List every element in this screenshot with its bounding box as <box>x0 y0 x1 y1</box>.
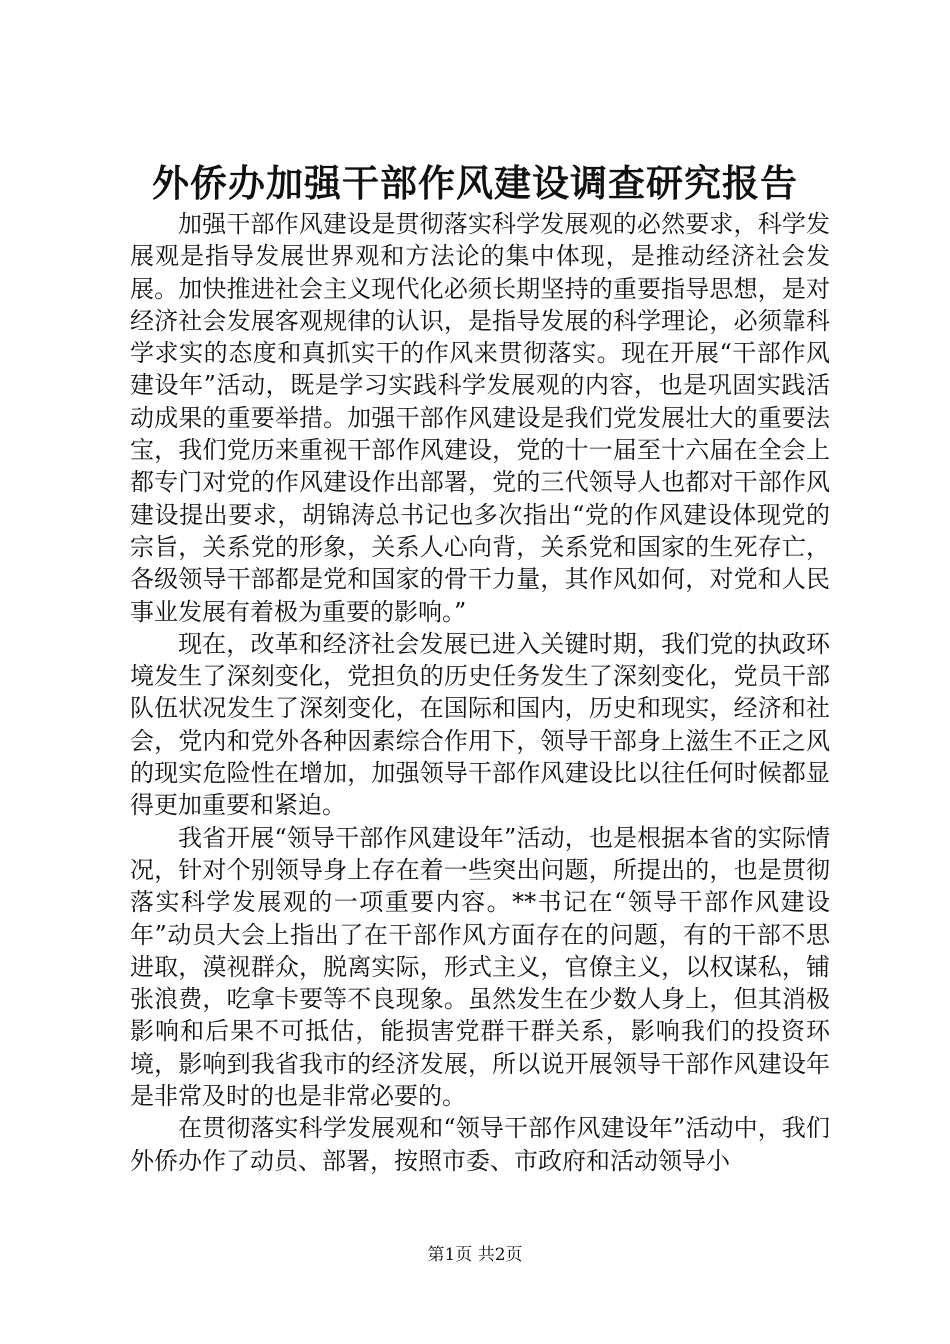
paragraph-1: 加强干部作风建设是贯彻落实科学发展观的必然要求，科学发展观是指导发展世界观和方法论的集中体现，是推动经济社会发展。加快推进社会主义现代化必须长期坚持的重要指导思想，是对经济社会发展客观规律的认识，是指导发展的科学理论，必须靠科学求实的态度和真抓实干的作风来贯彻落实。现在开展“干部作风建设年”活动，既是学习实践科学发展观的内容，也是巩固实践活动成果的重要举措。加强干部作风建设是我们党发展壮大的重要法宝，我们党历来重视干部作风建设，党的十一届至十六届在全会上都专门对党的作风建设作出部署，党的三代领导人也都对干部作风建设提出要求，胡锦涛总书记也多次指出“党的作风建设体现党的宗旨，关系党的形象，关系人心向背，关系党和国家的生死存亡，各级领导干部都是党和国家的骨干力量，其作风如何，对党和人民事业发展有着极为重要的影响。” <box>130 210 830 626</box>
paragraph-3: 我省开展“领导干部作风建设年”活动，也是根据本省的实际情况，针对个别领导身上存在着一些突出问题，所提出的，也是贯彻落实科学发展观的一项重要内容。**书记在“领导干部作风建设年”动员大会上指出了在干部作风方面存在的问题，有的干部不思进取，漠视群众，脱离实际，形式主义，官僚主义，以权谋私，铺张浪费，吃拿卡要等不良现象。虽然发生在少数人身上，但其消极影响和后果不可抵估，能损害党群干群关系，影响我们的投资环境，影响到我省我市的经济发展，所以说开展领导干部作风建设年是非常及时的也是非常必要的。 <box>130 823 830 1111</box>
document-body <box>130 208 830 1177</box>
paragraph-4: 在贯彻落实科学发展观和“领导干部作风建设年”活动中，我们外侨办作了动员、部署，按照市委、市政府和活动领导小 <box>130 1114 830 1175</box>
document-title: 外侨办加强干部作风建设调查研究报告 <box>152 161 798 205</box>
page-number-footer: 第1页 共2页 <box>427 1245 523 1265</box>
paragraph-2: 现在，改革和经济社会发展已进入关键时期，我们党的执政环境发生了深刻变化，党担负的历史任务发生了深刻变化，党员干部队伍状况发生了深刻变化，在国际和国内，历史和现实，经济和社会，党内和党外各种因素综合作用下，领导干部身上滋生不正之风的现实危险性在增加，加强领导干部作风建设比以往任何时候都显得更加重要和紧迫。 <box>130 629 830 820</box>
